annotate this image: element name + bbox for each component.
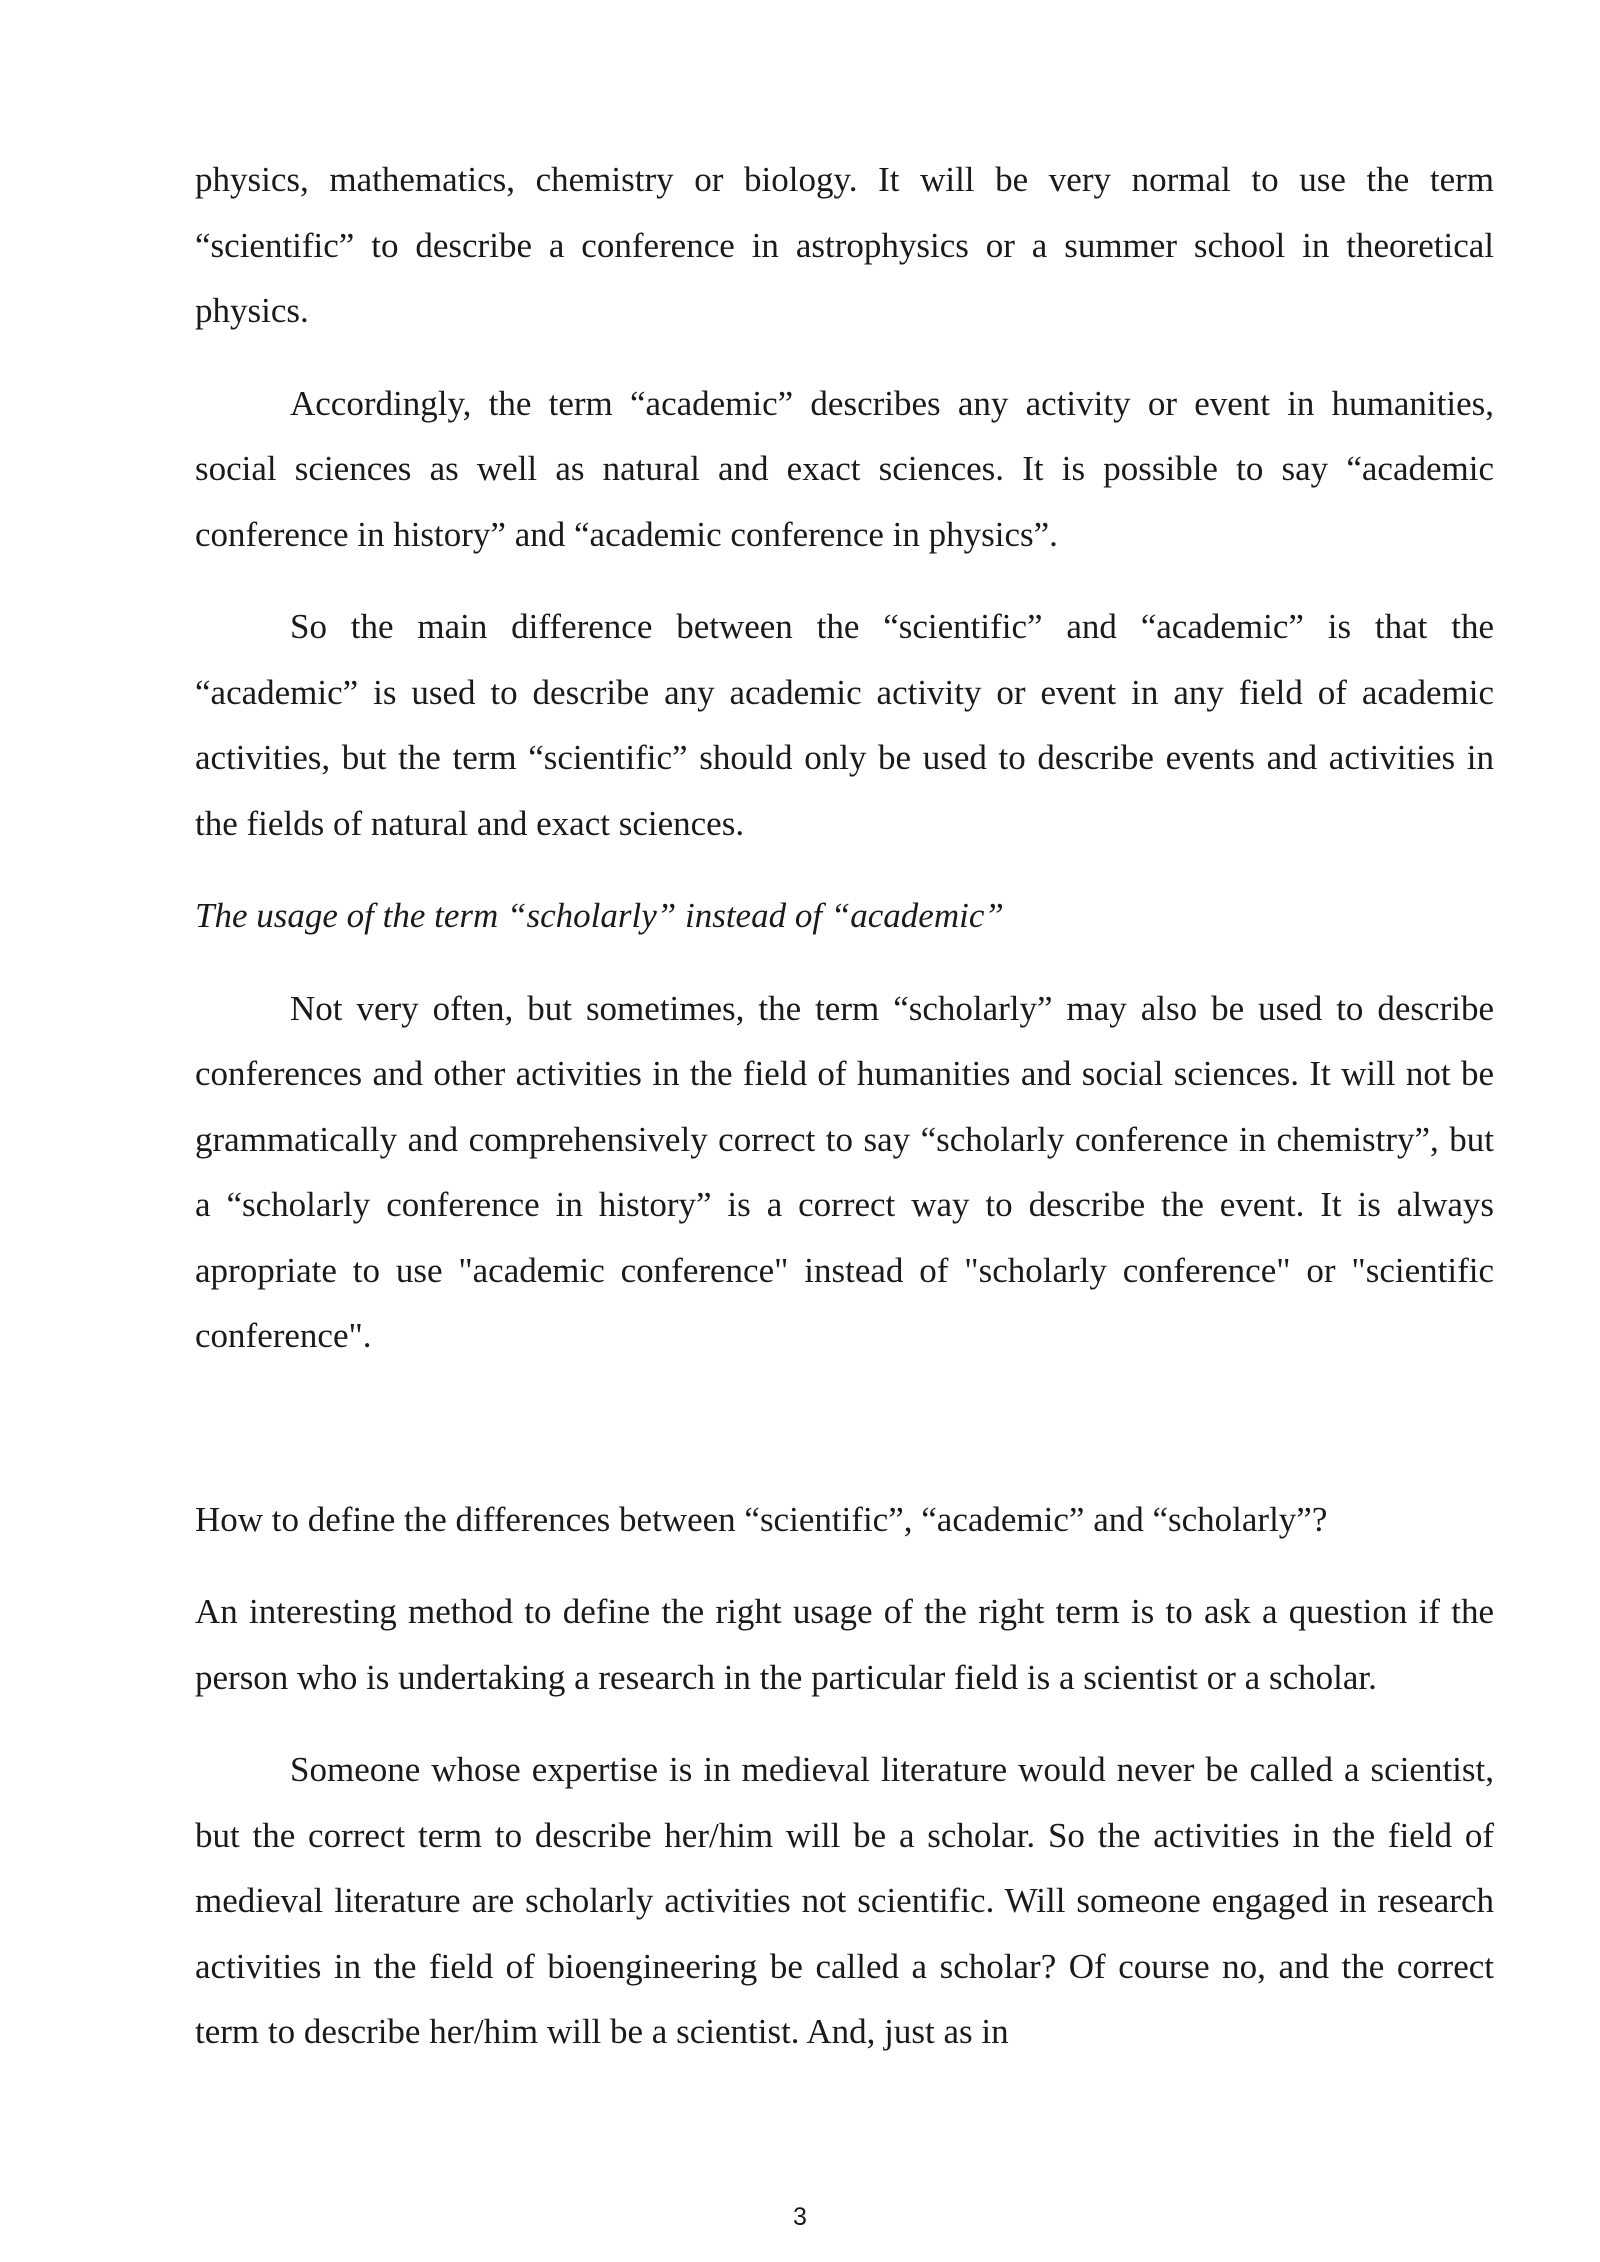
- paragraph-scholarly-usage: Not very often, but sometimes, the term “scholarly” may also be used to describe conferences and other activities in the field of humanities and social sciences. It will not be grammatically and comprehensively correct to say “scholarly conference in chemistry”, but a “scholarly conference in history” is a correct way to describe the event. It is always apropriate to use "academic conference" instead of "scholarly conference" or "scientific conference".: [195, 988, 1494, 1355]
- section-heading-scholarly: The usage of the term “scholarly” instead of “academic”: [195, 896, 1004, 935]
- page-body: [195, 147, 1494, 2065]
- paragraph-academic-definition: Accordingly, the term “academic” describes any activity or event in humanities, social sciences as well as natural and exact sciences. It is possible to say “academic conference in history” and “academic conference in physics”.: [195, 383, 1494, 554]
- paragraph-physics-usage: physics, mathematics, chemistry or biology. It will be very normal to use the term “scientific” to describe a conference in astrophysics or a summer school in theoretical physics.: [195, 160, 1494, 330]
- paragraph-method: An interesting method to define the right usage of the right term is to ask a question if the person who is undertaking a research in the particular field is a scientist or a scholar.: [195, 1592, 1494, 1697]
- paragraph-main-difference: So the main difference between the “scientific” and “academic” is that the “academic” is used to describe any academic activity or event in any field of academic activities, but the term “scientific” should only be used to describe events and activities in the fields of natural and exact sciences.: [195, 607, 1494, 843]
- page-number: 3: [793, 2203, 807, 2231]
- section-heading-differences: How to define the differences between “scientific”, “academic” and “scholarly”?: [195, 1499, 1328, 1539]
- paragraph-medieval-example: Someone whose expertise is in medieval literature would never be called a scientist, but the correct term to describe her/him will be a scholar. So the activities in the field of medieval literature are scholarly activities not scientific. Will someone engaged in research activities in the field of bioengineering be called a scholar? Of course no, and the correct term to describe her/him will be a scientist. And, just as in: [195, 1750, 1494, 2051]
